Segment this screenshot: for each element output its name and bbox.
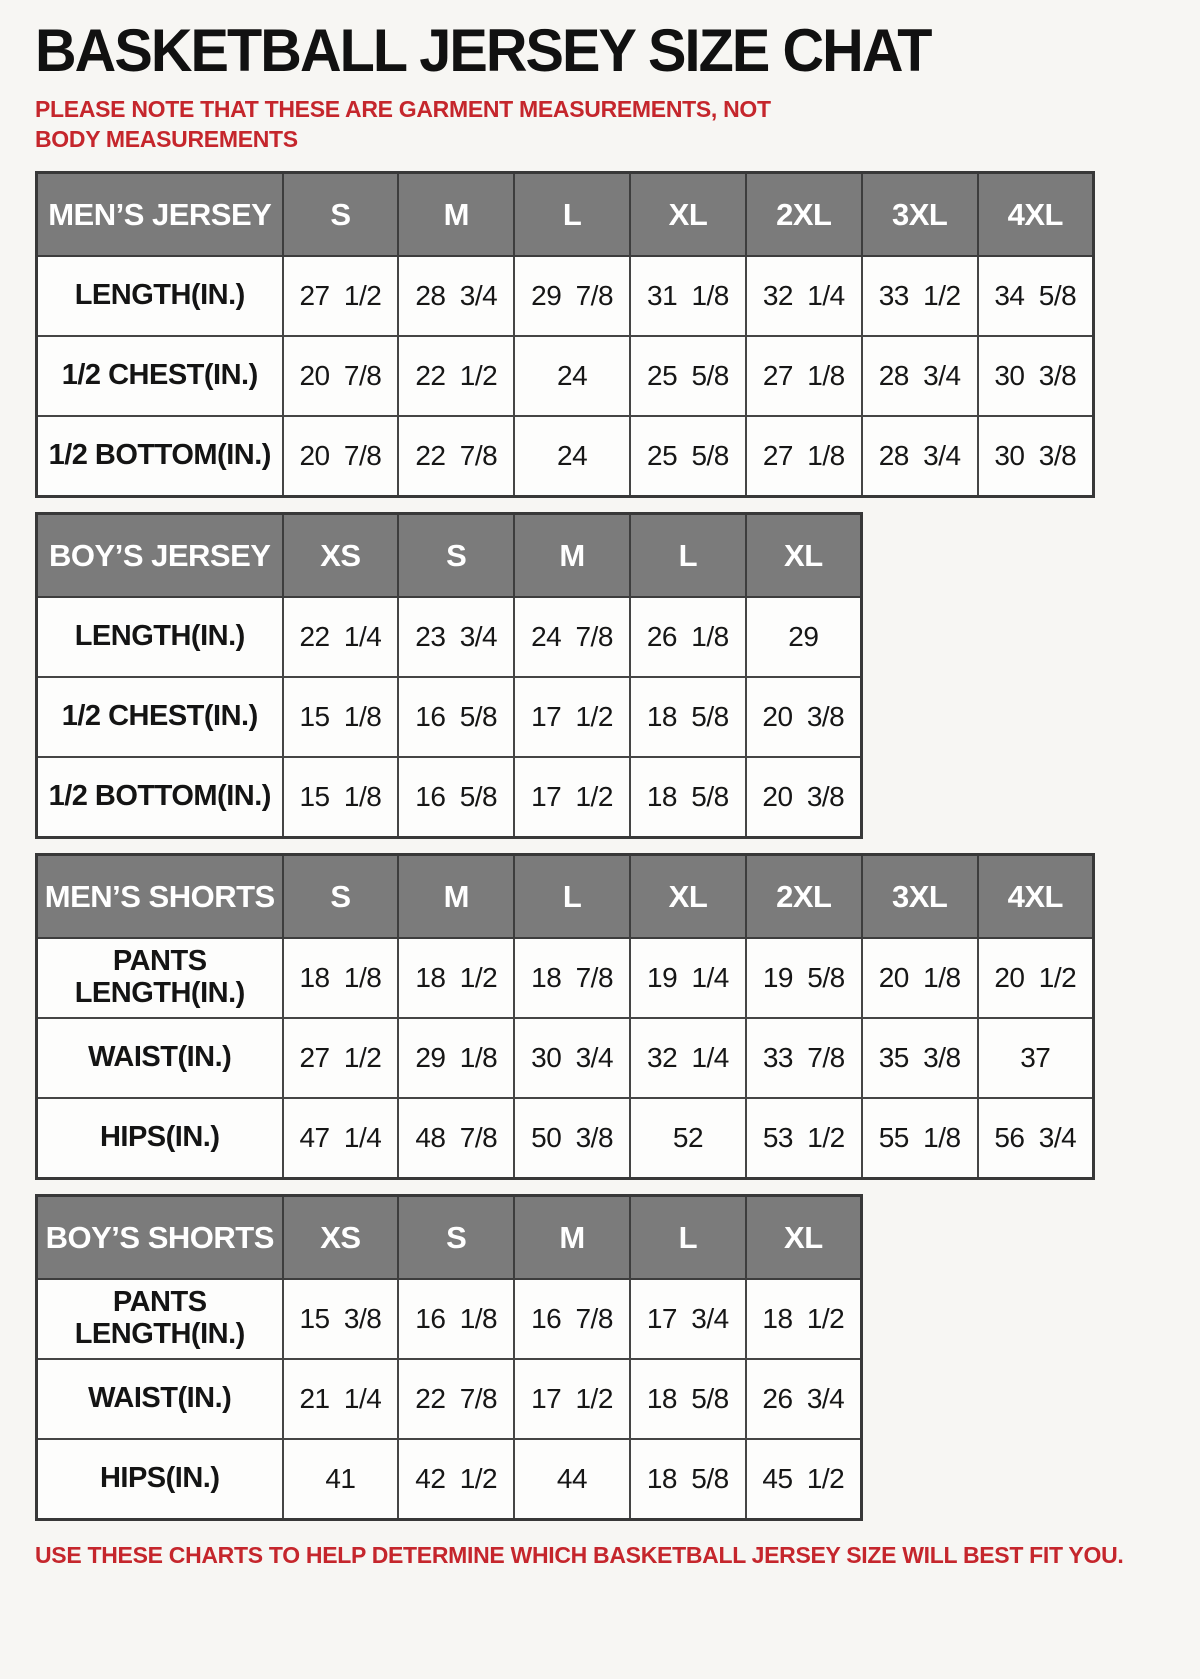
- boys-shorts-table: [35, 1194, 863, 1521]
- mens-jersey-row: [37, 416, 1094, 496]
- mens-shorts-measurement-label: PANTS LENGTH(IN.): [37, 938, 283, 1018]
- boys-jersey-value-cell: 20 3/8: [746, 757, 862, 837]
- mens-shorts-value-cell: 20 1/8: [862, 938, 978, 1018]
- mens-shorts-size-header-cell: 4XL: [978, 854, 1094, 938]
- mens-jersey-value-cell: 22 1/2: [398, 336, 514, 416]
- mens-shorts-value-cell: 29 1/8: [398, 1018, 514, 1098]
- boys-jersey-measurement-label: LENGTH(IN.): [37, 597, 283, 677]
- mens-jersey-table: [35, 171, 1095, 498]
- mens-shorts-value-cell: 18 7/8: [514, 938, 630, 1018]
- mens-shorts-size-header-cell: XL: [630, 854, 746, 938]
- boys-shorts-value-cell: 16 1/8: [398, 1279, 514, 1359]
- boys-shorts-row: [37, 1439, 862, 1519]
- mens-shorts-value-cell: 19 1/4: [630, 938, 746, 1018]
- mens-jersey-size-header-cell: 2XL: [746, 172, 862, 256]
- mens-shorts-value-cell: 19 5/8: [746, 938, 862, 1018]
- mens-shorts-value-cell: 56 3/4: [978, 1098, 1094, 1178]
- boys-jersey-value-cell: 24 7/8: [514, 597, 630, 677]
- boys-shorts-value-cell: 17 1/2: [514, 1359, 630, 1439]
- mens-jersey-value-cell: 30 3/8: [978, 416, 1094, 496]
- boys-jersey-value-cell: 17 1/2: [514, 677, 630, 757]
- mens-jersey-value-cell: 28 3/4: [862, 336, 978, 416]
- mens-shorts-size-header-cell: M: [398, 854, 514, 938]
- boys-shorts-value-cell: 44: [514, 1439, 630, 1519]
- mens-jersey-value-cell: 33 1/2: [862, 256, 978, 336]
- boys-jersey-value-cell: 29: [746, 597, 862, 677]
- mens-jersey-value-cell: 20 7/8: [283, 336, 399, 416]
- boys-shorts-header-row: [37, 1195, 862, 1279]
- boys-shorts-value-cell: 41: [283, 1439, 399, 1519]
- mens-jersey-title-cell: MEN’S JERSEY: [37, 172, 283, 256]
- boys-jersey-value-cell: 20 3/8: [746, 677, 862, 757]
- boys-jersey-size-header-cell: L: [630, 513, 746, 597]
- boys-jersey-value-cell: 18 5/8: [630, 677, 746, 757]
- mens-jersey-size-header-cell: M: [398, 172, 514, 256]
- boys-shorts-measurement-label: WAIST(IN.): [37, 1359, 283, 1439]
- boys-jersey-header-row: [37, 513, 862, 597]
- boys-shorts-title-cell: BOY’S SHORTS: [37, 1195, 283, 1279]
- boys-shorts-value-cell: 45 1/2: [746, 1439, 862, 1519]
- mens-jersey-measurement-label: 1/2 CHEST(IN.): [37, 336, 283, 416]
- mens-shorts-value-cell: 48 7/8: [398, 1098, 514, 1178]
- mens-jersey-measurement-label: LENGTH(IN.): [37, 256, 283, 336]
- mens-shorts-value-cell: 30 3/4: [514, 1018, 630, 1098]
- boys-shorts-size-header-cell: XS: [283, 1195, 399, 1279]
- boys-shorts-size-header-cell: M: [514, 1195, 630, 1279]
- boys-jersey-value-cell: 15 1/8: [283, 677, 399, 757]
- boys-shorts-value-cell: 17 3/4: [630, 1279, 746, 1359]
- mens-jersey-size-header-cell: 4XL: [978, 172, 1094, 256]
- mens-shorts-value-cell: 35 3/8: [862, 1018, 978, 1098]
- boys-jersey-value-cell: 23 3/4: [398, 597, 514, 677]
- boys-shorts-value-cell: 22 7/8: [398, 1359, 514, 1439]
- mens-shorts-row: [37, 1098, 1094, 1178]
- boys-shorts-size-header-cell: XL: [746, 1195, 862, 1279]
- mens-shorts-value-cell: 47 1/4: [283, 1098, 399, 1178]
- boys-jersey-size-header-cell: XL: [746, 513, 862, 597]
- mens-shorts-measurement-label: WAIST(IN.): [37, 1018, 283, 1098]
- mens-jersey-size-header-cell: L: [514, 172, 630, 256]
- mens-jersey-value-cell: 28 3/4: [862, 416, 978, 496]
- mens-shorts-value-cell: 52: [630, 1098, 746, 1178]
- fit-help-note: USE THESE CHARTS TO HELP DETERMINE WHICH BASKETBALL JERSEY SIZE WILL BEST FIT YOU.: [35, 1541, 1124, 1568]
- mens-shorts-measurement-label: HIPS(IN.): [37, 1098, 283, 1178]
- boys-shorts-value-cell: 18 1/2: [746, 1279, 862, 1359]
- mens-jersey-size-header-cell: XL: [630, 172, 746, 256]
- mens-shorts-size-header-cell: 2XL: [746, 854, 862, 938]
- boys-shorts-value-cell: 15 3/8: [283, 1279, 399, 1359]
- boys-jersey-value-cell: 15 1/8: [283, 757, 399, 837]
- page-title: BASKETBALL JERSEY SIZE CHAT: [35, 17, 931, 84]
- boys-jersey-value-cell: 26 1/8: [630, 597, 746, 677]
- boys-jersey-size-header-cell: M: [514, 513, 630, 597]
- mens-jersey-row: [37, 336, 1094, 416]
- mens-jersey-value-cell: 27 1/8: [746, 416, 862, 496]
- mens-shorts-value-cell: 32 1/4: [630, 1018, 746, 1098]
- boys-shorts-value-cell: 18 5/8: [630, 1359, 746, 1439]
- mens-jersey-value-cell: 32 1/4: [746, 256, 862, 336]
- mens-jersey-value-cell: 30 3/8: [978, 336, 1094, 416]
- boys-shorts-value-cell: 26 3/4: [746, 1359, 862, 1439]
- mens-shorts-table: [35, 853, 1095, 1180]
- mens-shorts-value-cell: 18 1/8: [283, 938, 399, 1018]
- boys-jersey-value-cell: 18 5/8: [630, 757, 746, 837]
- boys-jersey-measurement-label: 1/2 BOTTOM(IN.): [37, 757, 283, 837]
- boys-shorts-size-header-cell: S: [398, 1195, 514, 1279]
- mens-shorts-value-cell: 55 1/8: [862, 1098, 978, 1178]
- mens-jersey-value-cell: 27 1/8: [746, 336, 862, 416]
- boys-shorts-value-cell: 18 5/8: [630, 1439, 746, 1519]
- boys-shorts-value-cell: 16 7/8: [514, 1279, 630, 1359]
- mens-jersey-value-cell: 25 5/8: [630, 336, 746, 416]
- mens-shorts-value-cell: 53 1/2: [746, 1098, 862, 1178]
- boys-shorts-size-header-cell: L: [630, 1195, 746, 1279]
- mens-shorts-title-cell: MEN’S SHORTS: [37, 854, 283, 938]
- mens-jersey-value-cell: 34 5/8: [978, 256, 1094, 336]
- mens-shorts-size-header-cell: S: [283, 854, 399, 938]
- mens-shorts-value-cell: 37: [978, 1018, 1094, 1098]
- mens-shorts-size-header-cell: 3XL: [862, 854, 978, 938]
- boys-jersey-title-cell: BOY’S JERSEY: [37, 513, 283, 597]
- boys-jersey-value-cell: 16 5/8: [398, 757, 514, 837]
- mens-jersey-size-header-cell: 3XL: [862, 172, 978, 256]
- boys-jersey-value-cell: 17 1/2: [514, 757, 630, 837]
- mens-jersey-value-cell: 25 5/8: [630, 416, 746, 496]
- boys-jersey-row: [37, 677, 862, 757]
- mens-jersey-value-cell: 28 3/4: [398, 256, 514, 336]
- boys-shorts-row: [37, 1279, 862, 1359]
- boys-shorts-value-cell: 21 1/4: [283, 1359, 399, 1439]
- garment-measurement-note: PLEASE NOTE THAT THESE ARE GARMENT MEASUREMENTS, NOT BODY MEASUREMENTS: [35, 96, 771, 152]
- boys-jersey-size-header-cell: XS: [283, 513, 399, 597]
- mens-jersey-value-cell: 31 1/8: [630, 256, 746, 336]
- mens-shorts-value-cell: 18 1/2: [398, 938, 514, 1018]
- mens-jersey-row: [37, 256, 1094, 336]
- mens-jersey-value-cell: 24: [514, 336, 630, 416]
- mens-jersey-size-header-cell: S: [283, 172, 399, 256]
- mens-shorts-row: [37, 1018, 1094, 1098]
- mens-jersey-value-cell: 27 1/2: [283, 256, 399, 336]
- mens-jersey-value-cell: 20 7/8: [283, 416, 399, 496]
- mens-shorts-size-header-cell: L: [514, 854, 630, 938]
- mens-jersey-value-cell: 24: [514, 416, 630, 496]
- boys-jersey-size-header-cell: S: [398, 513, 514, 597]
- boys-shorts-measurement-label: HIPS(IN.): [37, 1439, 283, 1519]
- mens-jersey-value-cell: 29 7/8: [514, 256, 630, 336]
- boys-shorts-measurement-label: PANTS LENGTH(IN.): [37, 1279, 283, 1359]
- mens-shorts-row: [37, 938, 1094, 1018]
- boys-jersey-row: [37, 757, 862, 837]
- boys-jersey-table: [35, 512, 863, 839]
- boys-jersey-measurement-label: 1/2 CHEST(IN.): [37, 677, 283, 757]
- mens-shorts-header-row: [37, 854, 1094, 938]
- mens-jersey-value-cell: 22 7/8: [398, 416, 514, 496]
- boys-jersey-value-cell: 22 1/4: [283, 597, 399, 677]
- mens-shorts-value-cell: 50 3/8: [514, 1098, 630, 1178]
- boys-jersey-row: [37, 597, 862, 677]
- boys-jersey-value-cell: 16 5/8: [398, 677, 514, 757]
- mens-jersey-measurement-label: 1/2 BOTTOM(IN.): [37, 416, 283, 496]
- boys-shorts-row: [37, 1359, 862, 1439]
- mens-jersey-header-row: [37, 172, 1094, 256]
- boys-shorts-value-cell: 42 1/2: [398, 1439, 514, 1519]
- mens-shorts-value-cell: 20 1/2: [978, 938, 1094, 1018]
- mens-shorts-value-cell: 27 1/2: [283, 1018, 399, 1098]
- mens-shorts-value-cell: 33 7/8: [746, 1018, 862, 1098]
